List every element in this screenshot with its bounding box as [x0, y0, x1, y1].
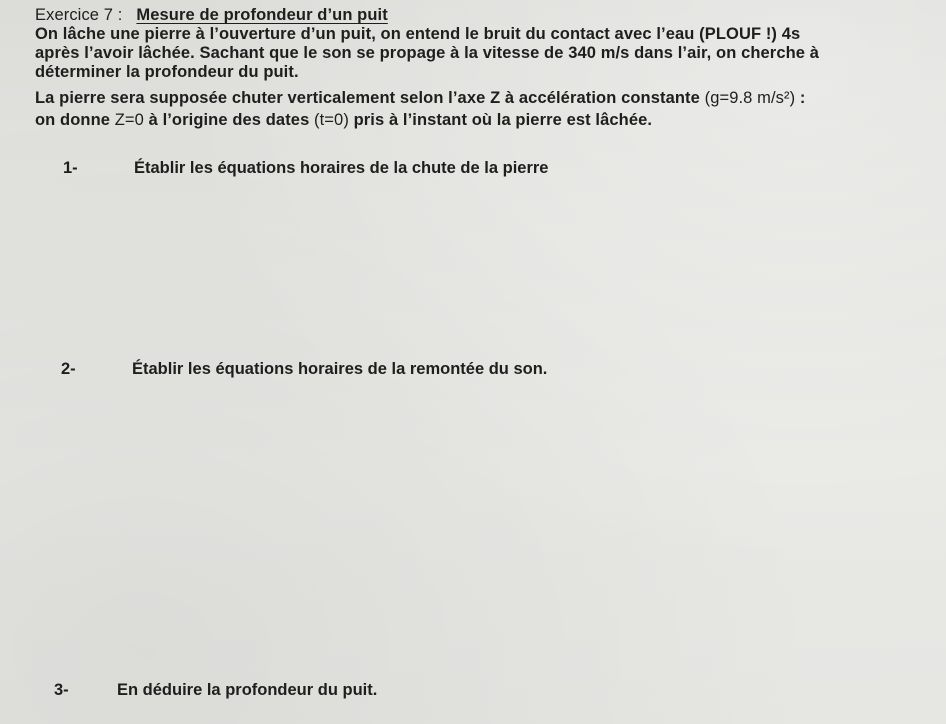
origin-z: Z=0: [114, 111, 144, 129]
intro-line-4: [35, 88, 805, 108]
exercise-title: Mesure de profondeur d’un puit: [136, 6, 388, 24]
question-1-text: Établir les équations horaires de la chute de la pierre: [134, 159, 549, 177]
exercise-label: Exercice 7 :: [35, 6, 123, 24]
question-3-number: 3-: [54, 681, 69, 699]
intro-line-2: après l’avoir lâchée. Sachant que le son se propage à la vitesse de 340 m/s dans l’air, on cherche à: [35, 44, 820, 62]
question-1-number: 1-: [63, 159, 78, 177]
gravity-value: (g=9.8 m/s²): [704, 89, 796, 107]
origin-t: (t=0): [314, 111, 349, 129]
question-2-number: 2-: [61, 360, 76, 378]
question-1: [0, 158, 946, 178]
intro-line-1: On lâche une pierre à l’ouverture d’un puit, on entend le bruit du contact avec l’eau (PLOUF !) 4s: [35, 25, 801, 43]
intro-line-3: déterminer la profondeur du puit.: [35, 63, 299, 81]
question-3: [0, 680, 946, 700]
question-3-text: En déduire la profondeur du puit.: [117, 681, 378, 699]
intro-line-5-c: pris à l’instant où la pierre est lâchée.: [348, 111, 653, 129]
exercise-heading: [35, 5, 388, 25]
intro-line-5: [35, 110, 652, 130]
question-2: [0, 359, 946, 379]
question-2-text: Établir les équations horaires de la remontée du son.: [132, 360, 548, 378]
intro-line-5-a: on donne: [35, 111, 115, 129]
intro-line-4-end: :: [795, 89, 806, 107]
intro-line-5-b: à l’origine des dates: [143, 111, 315, 129]
intro-line-4-text: La pierre sera supposée chuter verticalement selon l’axe Z à accélération constante: [35, 89, 705, 107]
